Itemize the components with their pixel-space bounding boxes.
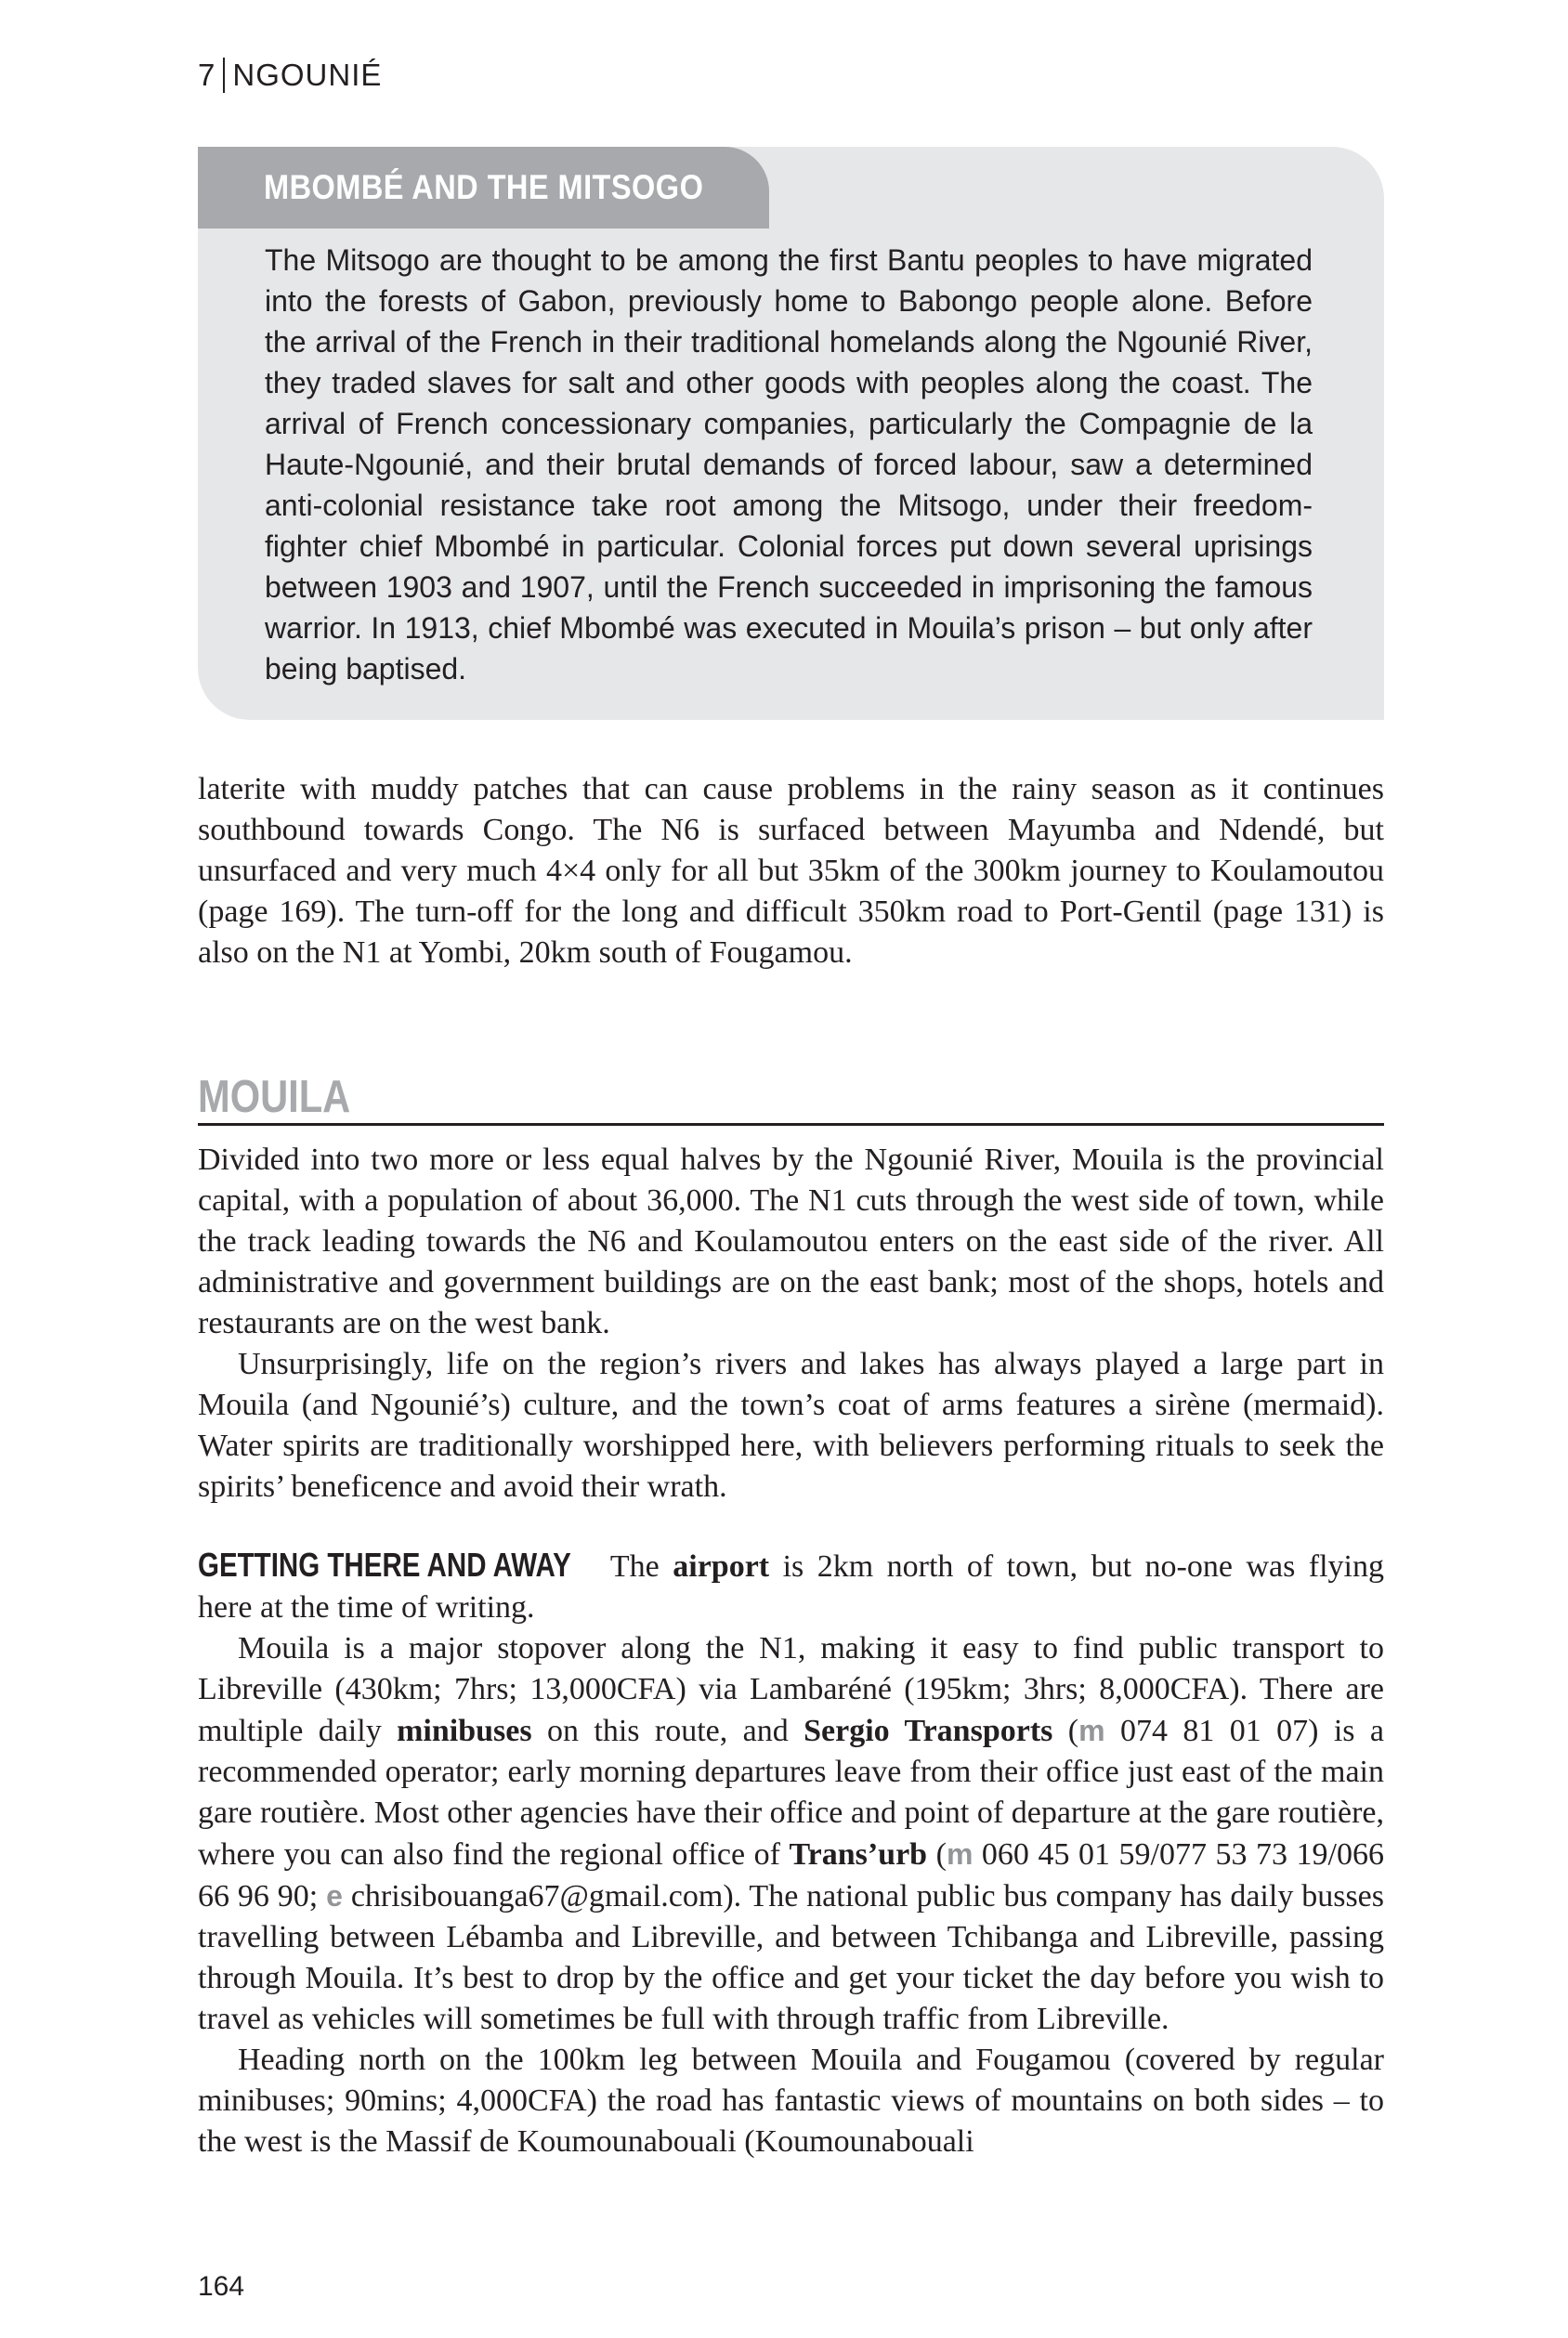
- mouila-intro: [198, 1140, 1384, 1508]
- text-run: ) is a recommended operator; early morning departures leave from their office just east of the main gare routière. Most other agencies have their office and point of departure at the gare routière, where you can also find the regional office of: [198, 1714, 1384, 1872]
- section-heading: [198, 1062, 1384, 1126]
- continuation-paragraph: [198, 769, 1384, 973]
- text-run: Mouila is a major stopover along the N1, making it easy to find public transport to Libreville (430km; 7hrs; 13,000CFA) via Lambaréné (195km; 3hrs; 8,000CFA). There are multiple daily: [198, 1631, 1384, 1748]
- getting-there-paragraph-3: Heading north on the 100km leg between Mouila and Fougamou (covered by regular minibuses; 90mins; 4,000CFA) the road has fantastic views of mountains on both sides – to the west is the Massif de Koumounabouali (Koumounabouali: [198, 2043, 1384, 2159]
- email-icon: e: [326, 1879, 343, 1913]
- minibuses-term: minibuses: [397, 1714, 532, 1748]
- page-number: 164: [198, 2271, 245, 2302]
- mouila-paragraph-1: Divided into two more or less equal halves by the Ngounié River, Mouila is the provincial capital, with a population of about 36,000. The N1 cuts through the west side of town, while the track leading towards the N6 and Koulamoutou enters on the east side of the river. All administrative and government buildings are on the east bank; most of the shops, hotels and restaurants are on the west bank.: [198, 1143, 1384, 1340]
- text-run: The: [609, 1549, 673, 1584]
- sidebar-box-title: MBOMBÉ AND THE MITSOGO: [264, 168, 704, 206]
- text-run: (: [927, 1837, 947, 1872]
- sergio-transports-name: Sergio Transports: [804, 1714, 1053, 1748]
- sergio-phone: 074 81 01 07: [1104, 1714, 1309, 1748]
- getting-there-paragraph-1: [198, 1545, 1384, 1628]
- text-run: (: [1052, 1714, 1079, 1748]
- text-run: on this route, and: [531, 1714, 804, 1748]
- chapter-title: NGOUNIÉ: [232, 58, 383, 92]
- transurb-name: Trans’urb: [789, 1837, 928, 1872]
- mouila-paragraph-2: Unsurprisingly, life on the region’s rivers and lakes has always played a large part in Mouila (and Ngounié’s) culture, and the town’s coat of arms features a sirène (mermaid). Water spirits are traditionally worshipped here, with believers performing rituals to seek the spirits’ beneficence and avoid their wrath.: [198, 1347, 1384, 1504]
- running-head-divider: [223, 58, 225, 93]
- sidebar-box-text: The Mitsogo are thought to be among the first Bantu peoples to have migrated into the forests of Gabon, previously home to Babongo people alone. Before the arrival of the French in their traditional homelands along the Ngounié River, they traded slaves for salt and other goods with peoples along the coast. The arrival of French concessionary companies, particularly the Compagnie de la Haute-Ngounié, and their brutal demands of forced labour, saw a determined anti-colonial resistance take root among the Mitsogo, under their freedom-fighter chief Mbombé in particular. Colonial forces put down several uprisings between 1903 and 1907, until the French succeeded in imprisoning the famous warrior. In 1913, chief Mbombé was executed in Mouila’s prison – but only after being baptised.: [265, 243, 1313, 686]
- text-run: ). The national public bus company has daily busses travelling between Lébamba and Libreville, and between Tchibanga and Libreville, passing through Mouila. It’s best to drop by the office and get your ticket the day before you wish to travel as vehicles will sometimes be full with through traffic from Libreville.: [198, 1879, 1384, 2036]
- sidebar-box: [198, 147, 1384, 720]
- getting-there-heading: GETTING THERE AND AWAY: [198, 1546, 571, 1584]
- text-run: is 2km north of town, but no-one was flying here at the time of writing.: [198, 1549, 1385, 1625]
- section-title: MOUILA: [198, 1072, 351, 1122]
- transurb-phones: 060 45 01 59/077 53 73 19/066 66 96 90;: [198, 1837, 1384, 1914]
- continuation-text: laterite with muddy patches that can cause problems in the rainy season as it continues southbound towards Congo. The N6 is surfaced between Mayumba and Ndendé, but unsurfaced and very much 4×4 only for all but 35km of the 300km journey to Koulamoutou (page 169). The turn-off for the long and difficult 350km road to Port-Gentil (page 131) is also on the N1 at Yombi, 20km south of Fougamou.: [198, 772, 1384, 970]
- running-head: [198, 58, 382, 93]
- getting-there-paragraph-2: [198, 1628, 1384, 2040]
- getting-there-section: [198, 1545, 1384, 2162]
- airport-term: airport: [673, 1549, 770, 1584]
- mobile-phone-icon: m: [946, 1837, 973, 1871]
- sidebar-box-tab: [198, 147, 769, 229]
- mobile-phone-icon: m: [1078, 1714, 1105, 1747]
- chapter-number: 7: [198, 58, 216, 92]
- transurb-email: chrisibouanga67@gmail.com: [342, 1879, 724, 1914]
